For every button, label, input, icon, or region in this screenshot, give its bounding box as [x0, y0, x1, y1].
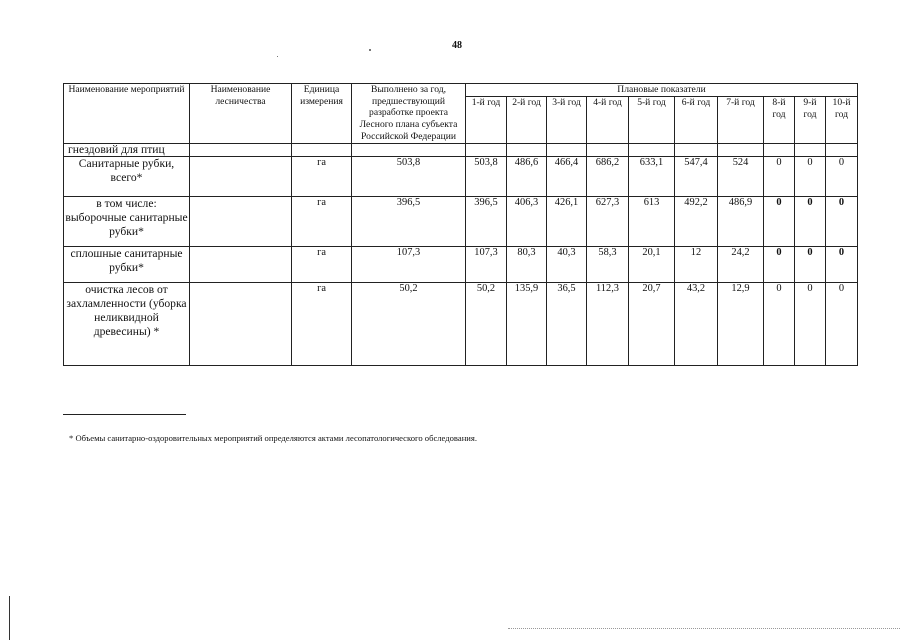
year-value-cell: [466, 143, 507, 156]
table-header-row: [64, 84, 858, 97]
header-done-prev-year: Выполнено за год, предшествующий разработке проекта Лесного плана субъекта Российской Федерации: [352, 84, 466, 144]
year-value-cell: 80,3: [507, 246, 547, 282]
header-activity-name: Наименование мероприятий: [64, 84, 190, 144]
header-planned-indicators: Плановые показатели: [466, 84, 858, 97]
header-year: 8-й год: [764, 97, 795, 144]
year-value-cell: [826, 143, 858, 156]
header-year: 3-й год: [547, 97, 587, 144]
done-prev-year-cell: 503,8: [352, 156, 466, 196]
year-value-cell: 0: [764, 196, 795, 246]
year-value-cell: 135,9: [507, 282, 547, 365]
year-value-cell: 627,3: [587, 196, 629, 246]
activity-name-cell: сплошные санитарные рубки*: [64, 246, 190, 282]
year-value-cell: 466,4: [547, 156, 587, 196]
forestry-cell: [190, 196, 292, 246]
year-value-cell: 0: [795, 196, 826, 246]
year-value-cell: 40,3: [547, 246, 587, 282]
header-year: 10-й год: [826, 97, 858, 144]
header-year: 7-й год: [718, 97, 764, 144]
year-value-cell: 20,7: [629, 282, 675, 365]
header-year: 2-й год: [507, 97, 547, 144]
year-value-cell: [764, 143, 795, 156]
year-value-cell: 406,3: [507, 196, 547, 246]
year-value-cell: 0: [764, 156, 795, 196]
year-value-cell: 486,9: [718, 196, 764, 246]
year-value-cell: [795, 143, 826, 156]
table-row: [64, 246, 858, 282]
table-row: [64, 156, 858, 196]
year-value-cell: 0: [764, 282, 795, 365]
year-value-cell: 396,5: [466, 196, 507, 246]
page-number: 48: [452, 40, 462, 51]
year-value-cell: 0: [826, 282, 858, 365]
activity-name-cell: Санитарные рубки, всего*: [64, 156, 190, 196]
year-value-cell: 20,1: [629, 246, 675, 282]
year-value-cell: 503,8: [466, 156, 507, 196]
scan-speck: [277, 56, 278, 57]
footnote-separator: [63, 414, 186, 415]
year-value-cell: [547, 143, 587, 156]
year-value-cell: 24,2: [718, 246, 764, 282]
unit-cell: [292, 143, 352, 156]
year-value-cell: 0: [764, 246, 795, 282]
year-value-cell: 686,2: [587, 156, 629, 196]
year-value-cell: 43,2: [675, 282, 718, 365]
scan-bottom-edge: [508, 628, 900, 629]
year-value-cell: 50,2: [466, 282, 507, 365]
year-value-cell: 107,3: [466, 246, 507, 282]
year-value-cell: 633,1: [629, 156, 675, 196]
activity-name-cell: гнездовий для птиц: [64, 143, 190, 156]
year-value-cell: [718, 143, 764, 156]
year-value-cell: 112,3: [587, 282, 629, 365]
year-value-cell: 486,6: [507, 156, 547, 196]
year-value-cell: [675, 143, 718, 156]
year-value-cell: 0: [795, 282, 826, 365]
unit-cell: га: [292, 282, 352, 365]
header-year: 9-й год: [795, 97, 826, 144]
unit-cell: га: [292, 156, 352, 196]
header-year: 4-й год: [587, 97, 629, 144]
header-forestry-name: Наименование лесничества: [190, 84, 292, 144]
year-value-cell: 0: [826, 156, 858, 196]
activity-name-cell: очистка лесов от захламленности (уборка неликвидной древесины) *: [64, 282, 190, 365]
year-value-cell: 492,2: [675, 196, 718, 246]
year-value-cell: [587, 143, 629, 156]
year-value-cell: 58,3: [587, 246, 629, 282]
header-year: 5-й год: [629, 97, 675, 144]
forestry-cell: [190, 282, 292, 365]
year-value-cell: 36,5: [547, 282, 587, 365]
done-prev-year-cell: 396,5: [352, 196, 466, 246]
year-value-cell: 524: [718, 156, 764, 196]
year-value-cell: 426,1: [547, 196, 587, 246]
table-row: [64, 282, 858, 365]
year-value-cell: 547,4: [675, 156, 718, 196]
year-value-cell: [507, 143, 547, 156]
done-prev-year-cell: 107,3: [352, 246, 466, 282]
year-value-cell: 0: [826, 246, 858, 282]
year-value-cell: 0: [795, 156, 826, 196]
forestry-cell: [190, 156, 292, 196]
year-value-cell: 12,9: [718, 282, 764, 365]
forest-plan-table: [63, 83, 858, 366]
year-value-cell: 0: [795, 246, 826, 282]
table-row: [64, 196, 858, 246]
header-year: 1-й год: [466, 97, 507, 144]
done-prev-year-cell: 50,2: [352, 282, 466, 365]
footnote: * Объемы санитарно-оздоровительных мероприятий определяются актами лесопатологического обследования.: [69, 433, 477, 443]
year-value-cell: 12: [675, 246, 718, 282]
header-unit: Единица измерения: [292, 84, 352, 144]
header-year: 6-й год: [675, 97, 718, 144]
year-value-cell: 0: [826, 196, 858, 246]
activity-name-cell: в том числе: выборочные санитарные рубки*: [64, 196, 190, 246]
scan-speck: [369, 49, 371, 51]
forestry-cell: [190, 246, 292, 282]
table-row: [64, 143, 858, 156]
done-prev-year-cell: [352, 143, 466, 156]
unit-cell: га: [292, 246, 352, 282]
year-value-cell: [629, 143, 675, 156]
year-value-cell: 613: [629, 196, 675, 246]
scan-margin-line: [9, 596, 10, 640]
unit-cell: га: [292, 196, 352, 246]
forestry-cell: [190, 143, 292, 156]
